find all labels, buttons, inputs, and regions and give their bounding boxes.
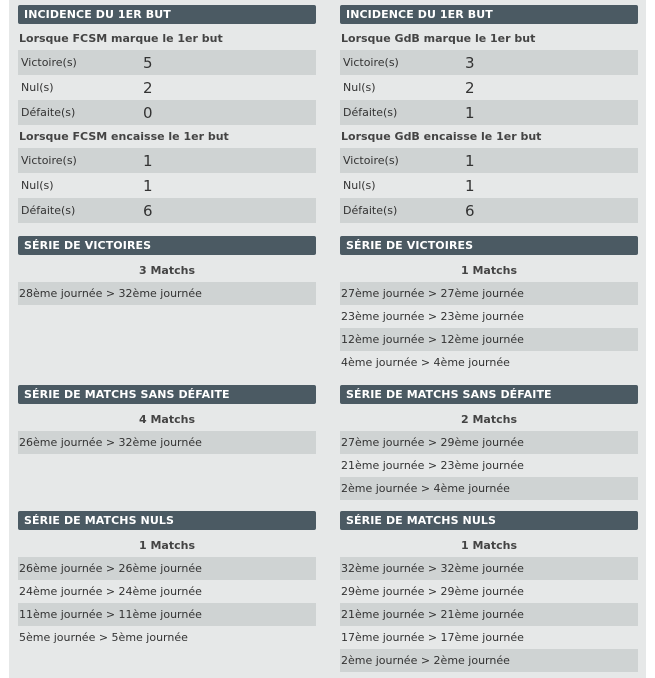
- streak-row: 2ème journée > 2ème journée: [340, 649, 638, 672]
- scored-first-label: Lorsque GdB marque le 1er but: [341, 32, 536, 45]
- stat-row: [18, 148, 316, 173]
- section-header: SÉRIE DE VICTOIRES: [340, 236, 638, 255]
- stat-value: 1: [465, 103, 475, 122]
- streak-row: 24ème journée > 24ème journée: [19, 585, 202, 598]
- streak-row: 11ème journée > 11ème journée: [18, 603, 316, 626]
- streak-row: 21ème journée > 23ème journée: [341, 459, 524, 472]
- wins-streak-section: [18, 236, 316, 305]
- streak-row: 27ème journée > 29ème journée: [340, 431, 638, 454]
- stat-label: Nul(s): [343, 81, 376, 94]
- streak-row: 26ème journée > 32ème journée: [18, 431, 316, 454]
- streak-row: 27ème journée > 27ème journée: [340, 282, 638, 305]
- scored-first-label: Lorsque FCSM marque le 1er but: [19, 32, 223, 45]
- stat-value: 6: [465, 201, 475, 220]
- stat-label: Défaite(s): [343, 204, 398, 217]
- streak-count: 1 Matchs: [460, 539, 517, 552]
- streak-row: 26ème journée > 26ème journée: [18, 557, 316, 580]
- stat-row: [340, 148, 638, 173]
- stat-value: 1: [143, 151, 153, 170]
- streak-row: 2ème journée > 4ème journée: [340, 477, 638, 500]
- stat-row: [340, 198, 638, 223]
- stat-row: [18, 173, 316, 198]
- stat-value: 2: [143, 78, 153, 97]
- streak-count: 1 Matchs: [138, 539, 195, 552]
- unbeaten-streak-section: [18, 385, 316, 454]
- stat-label: Défaite(s): [21, 204, 76, 217]
- stat-value: 1: [465, 151, 475, 170]
- stat-label: Défaite(s): [343, 106, 398, 119]
- stat-row: [18, 75, 316, 100]
- stat-row: [340, 100, 638, 125]
- stat-row: [340, 173, 638, 198]
- conceded-first-label: Lorsque FCSM encaisse le 1er but: [19, 130, 229, 143]
- stat-label: Victoire(s): [343, 154, 399, 167]
- wins-streak-section: [340, 236, 638, 374]
- stat-label: Victoire(s): [21, 56, 77, 69]
- streak-row: 29ème journée > 29ème journée: [341, 585, 524, 598]
- stats-page: [9, 0, 646, 678]
- streak-count: 3 Matchs: [138, 264, 195, 277]
- streak-row: 4ème journée > 4ème journée: [341, 356, 510, 369]
- stat-value: 2: [465, 78, 475, 97]
- stat-row: [18, 100, 316, 125]
- stat-value: 6: [143, 201, 153, 220]
- streak-row: 5ème journée > 5ème journée: [19, 631, 188, 644]
- section-header: SÉRIE DE MATCHS SANS DÉFAITE: [340, 385, 638, 404]
- section-header: SÉRIE DE MATCHS SANS DÉFAITE: [18, 385, 316, 404]
- streak-row: 17ème journée > 17ème journée: [341, 631, 524, 644]
- incidence-section: [18, 5, 316, 223]
- streak-row: 23ème journée > 23ème journée: [341, 310, 524, 323]
- draws-streak-section: [340, 511, 638, 672]
- stat-value: 1: [143, 176, 153, 195]
- stat-value: 1: [465, 176, 475, 195]
- stat-label: Nul(s): [343, 179, 376, 192]
- incidence-section: [340, 5, 638, 223]
- streak-count: 4 Matchs: [138, 413, 195, 426]
- draws-streak-section: [18, 511, 316, 649]
- stat-value: 0: [143, 103, 153, 122]
- stat-row: [340, 75, 638, 100]
- streak-count: 1 Matchs: [460, 264, 517, 277]
- stat-value: 5: [143, 53, 153, 72]
- stat-label: Défaite(s): [21, 106, 76, 119]
- stat-label: Victoire(s): [21, 154, 77, 167]
- stat-row: [340, 50, 638, 75]
- section-header: INCIDENCE DU 1ER BUT: [18, 5, 316, 24]
- conceded-first-label: Lorsque GdB encaisse le 1er but: [341, 130, 542, 143]
- stat-label: Victoire(s): [343, 56, 399, 69]
- section-header: SÉRIE DE MATCHS NULS: [340, 511, 638, 530]
- unbeaten-streak-section: [340, 385, 638, 500]
- streak-row: 12ème journée > 12ème journée: [340, 328, 638, 351]
- streak-count: 2 Matchs: [460, 413, 517, 426]
- stat-row: [18, 50, 316, 75]
- stat-label: Nul(s): [21, 179, 54, 192]
- section-header: INCIDENCE DU 1ER BUT: [340, 5, 638, 24]
- stat-row: [18, 198, 316, 223]
- stat-value: 3: [465, 53, 475, 72]
- streak-row: 28ème journée > 32ème journée: [18, 282, 316, 305]
- section-header: SÉRIE DE MATCHS NULS: [18, 511, 316, 530]
- stat-label: Nul(s): [21, 81, 54, 94]
- section-header: SÉRIE DE VICTOIRES: [18, 236, 316, 255]
- streak-row: 32ème journée > 32ème journée: [340, 557, 638, 580]
- streak-row: 21ème journée > 21ème journée: [340, 603, 638, 626]
